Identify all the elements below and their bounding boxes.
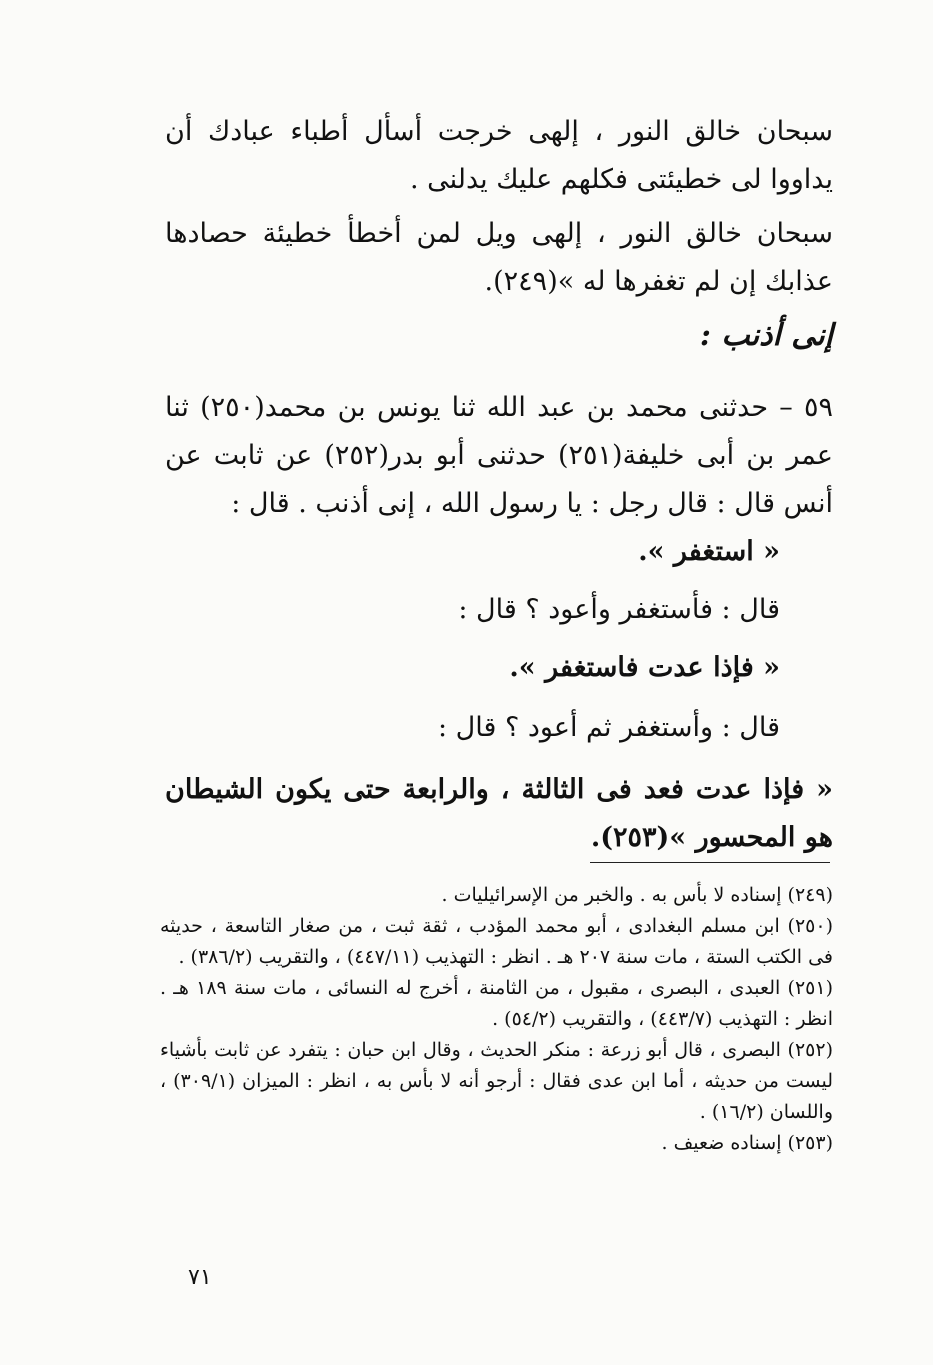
footnote-divider — [590, 862, 830, 863]
footnote-250: (٢٥٠) ابن مسلم البغدادى ، أبو محمد المؤدب ، ثقة ثبت ، من صغار التاسعة ، حديثه فى الكتب الستة ، مات سنة ٢٠٧ هـ . انظر : التهذيب (٤٤٧/١١) ، والتقريب (٣٨٦/٢) . — [160, 915, 833, 968]
hadith-quote-2: « فإذا عدت فاستغفر ». — [509, 652, 780, 683]
footnote-249: (٢٤٩) إسناده لا بأس به . والخبر من الإسرائيليات . — [441, 884, 833, 906]
footnote-253: (٢٥٣) إسناده ضعيف . — [661, 1132, 833, 1154]
paragraph-hadith-chain: ٥٩ – حدثنى محمد بن عبد الله ثنا يونس بن محمد(٢٥٠) ثنا عمر بن أبى خليفة(٢٥١) حدثنى أبو بدر(٢٥٢) عن ثابت عن أنس قال : قال رجل : يا رسول الله ، إنى أذنب . قال : — [165, 392, 833, 519]
page-number: ٧١ — [188, 1265, 212, 1290]
dialogue-line-2: قال : وأستغفر ثم أعود ؟ قال : — [437, 712, 780, 743]
paragraph-prayer-2: سبحان خالق النور ، إلهى ويل لمن أخطأ خطيئة حصادها عذابك إن لم تغفرها له »(٢٤٩). — [165, 218, 833, 297]
footnote-252: (٢٥٢) البصرى ، قال أبو زرعة : منكر الحديث ، وقال ابن حبان : يتفرد عن ثابت بأشياء ليست من حديثه ، أما ابن عدى فقال : أرجو أنه لا بأس به ، انظر : الميزان (٣٠٩/١) ، واللسان (١٦/٢) . — [160, 1039, 833, 1123]
footnotes — [160, 880, 833, 1159]
hadith-quote-3: « فإذا عدت فعد فى الثالثة ، والرابعة حتى يكون الشيطان هو المحسور »(٢٥٣). — [165, 774, 833, 853]
section-heading: إنى أذنب : — [699, 318, 833, 353]
footnote-251: (٢٥١) العبدى ، البصرى ، مقبول ، من الثامنة ، أخرج له النسائى ، مات سنة ١٨٩ هـ . انظر : التهذيب (٤٤٣/٧) ، والتقريب (٥٤/٢) . — [160, 977, 833, 1030]
hadith-quote-1: « استغفر ». — [638, 536, 780, 567]
dialogue-line-1: قال : فأستغفر وأعود ؟ قال : — [458, 594, 780, 625]
paragraph-prayer-1: سبحان خالق النور ، إلهى خرجت أسأل أطباء عبادك أن يداووا لى خطيئتى فكلهم عليك يدلنى . — [165, 116, 833, 195]
